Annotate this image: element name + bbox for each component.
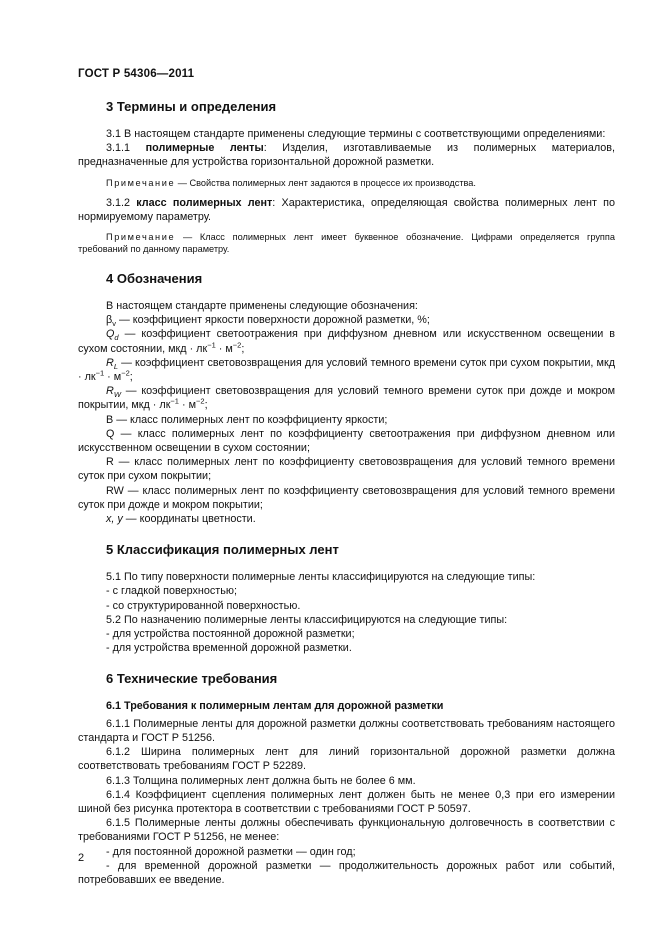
term-name: класс полимерных лент [136, 196, 273, 209]
note-label: Примечание [106, 177, 176, 188]
section-4-title: 4 Обозначения [106, 271, 203, 287]
list-item: - для постоянной дорожной разметки — один год; [106, 845, 356, 858]
s6-para-6-1-3: 6.1.3 Толщина полимерных лент должна быть не более 6 мм. [106, 774, 416, 787]
s3-term-3-1-2 [78, 196, 615, 224]
symbol-rw [78, 384, 615, 412]
s6-para-6-1-5: 6.1.5 Полимерные ленты должны обеспечивать функциональную долговечность в соответствии с требованиями ГОСТ Р 51256, не менее: [78, 817, 615, 844]
superscript: −1 [207, 340, 216, 350]
s3-para-3-1: 3.1 В настоящем стандарте применены следующие термины с соответствующими определениями: [106, 128, 606, 140]
unit-part: · м [178, 399, 197, 412]
page-number: 2 [78, 852, 85, 864]
symbol: R [106, 385, 114, 398]
unit-part: · м [104, 371, 122, 384]
s6-para-6-1-2: 6.1.2 Ширина полимерных лент для линий горизонтальной дорожной разметки должна соответствовать требованиям ГОСТ Р 52289. [78, 746, 615, 773]
subsection-6-1-title: 6.1 Требования к полимерным лентам для дорожной разметки [106, 700, 444, 713]
term-name: полимерные ленты [145, 142, 264, 155]
symbol: Q [106, 328, 115, 341]
s5-para-5-1: 5.1 По типу поверхности полимерные ленты классифицируются на следующие типы: [106, 571, 536, 584]
list-item: - со структурированной поверхностью. [106, 599, 301, 612]
section-3-title: 3 Термины и определения [106, 99, 277, 114]
symbol-xy [78, 512, 615, 526]
unit-part: · м [215, 342, 233, 355]
term-definition: : Характеристика, определяющая свойства полимерных лент по нормируемому параметру. [78, 196, 615, 223]
s4-intro: В настоящем стандарте применены следующие обозначения: [106, 300, 418, 313]
s3-note-1 [78, 177, 615, 189]
superscript: −2 [232, 340, 242, 350]
symbol-beta [78, 313, 615, 327]
list-item: - для устройства постоянной дорожной разметки; [106, 628, 355, 641]
symbol-subscript: L [113, 361, 118, 371]
symbol: R [106, 356, 114, 369]
superscript: −1 [95, 368, 105, 378]
list-item: - с гладкой поверхностью; [106, 585, 237, 598]
symbol: x, y [106, 513, 123, 526]
punct: ; [204, 399, 208, 412]
term-number: 3.1.1 [106, 142, 146, 155]
s3-term-3-1-1 [78, 141, 615, 169]
class-b: В — класс полимерных лент по коэффициенту яркости; [106, 413, 388, 426]
symbol-definition: — коэффициент световозвращения для условий темного времени суток при сухом покрытии, мкд · лк [78, 356, 615, 384]
class-rw: RW — класс полимерных лент по коэффициенту световозвращения для условий темного времени суток при дожде и мокром покрытии; [78, 484, 615, 511]
note-label: Примечание [106, 232, 176, 243]
page-content [78, 95, 615, 887]
symbol-subscript: d [114, 333, 119, 343]
symbol: β [106, 314, 113, 327]
s6-para-6-1-1: 6.1.1 Полимерные ленты для дорожной разметки должны соответствовать требованиям настоящего стандарта и ГОСТ Р 51256. [78, 717, 615, 744]
symbol-subscript: v [112, 319, 116, 329]
superscript: −2 [121, 368, 130, 378]
symbol-definition: — коэффициент светоотражения при диффузном дневном или искусственном освещении в сухом состоянии, мкд · лк [78, 328, 615, 355]
document-header: ГОСТ Р 54306—2011 [78, 68, 195, 80]
class-q: Q — класс полимерных лент по коэффициенту светоотражения при диффузном дневном или искусственном освещении в сухом состоянии; [78, 427, 615, 455]
s6-para-6-1-4: 6.1.4 Коэффициент сцепления полимерных лент должен быть не менее 0,3 при его измерении шиной без рисунка протектора в соответствии с требованиями ГОСТ Р 50597. [78, 788, 615, 815]
symbol-qd [78, 327, 615, 355]
symbol-definition: — координаты цветности. [122, 513, 256, 526]
list-item: - для временной дорожной разметки — продолжительность дорожных работ или событий, потребовавших ее введение. [78, 859, 615, 886]
note-text: — Свойства полимерных лент задаются в процессе их производства. [175, 177, 476, 188]
symbol-definition: — коэффициент яркости поверхности дорожной разметки, %; [115, 314, 430, 327]
term-number: 3.1.2 [106, 196, 137, 209]
s5-para-5-2: 5.2 По назначению полимерные ленты классифицируются на следующие типы: [106, 613, 508, 626]
note-text: — Класс полимерных лент имеет буквенное обозначение. Цифрами определяется группа требований по данному параметру. [78, 232, 615, 255]
term-definition: : Изделия, изготавливаемые из полимерных материалов, предназначенные для устройства горизонтальной дорожной разметки. [78, 142, 615, 169]
section-6-title: 6 Технические требования [106, 671, 278, 687]
superscript: −2 [196, 396, 205, 406]
punct: ; [241, 342, 245, 355]
symbol-rl [78, 356, 615, 384]
punct: ; [129, 371, 133, 384]
class-r: R — класс полимерных лент по коэффициенту световозвращения для условий темного времени суток при сухом покрытии; [78, 456, 615, 483]
symbol-definition: — коэффициент световозвращения для условий темного времени суток при дожде и мокром покрытии, мкд · лк [78, 385, 615, 412]
superscript: −1 [170, 396, 179, 406]
symbol-subscript: W [113, 390, 121, 400]
section-5-title: 5 Классификация полимерных лент [106, 542, 339, 558]
list-item: - для устройства временной дорожной разметки. [106, 642, 352, 655]
s3-note-2 [78, 231, 615, 255]
